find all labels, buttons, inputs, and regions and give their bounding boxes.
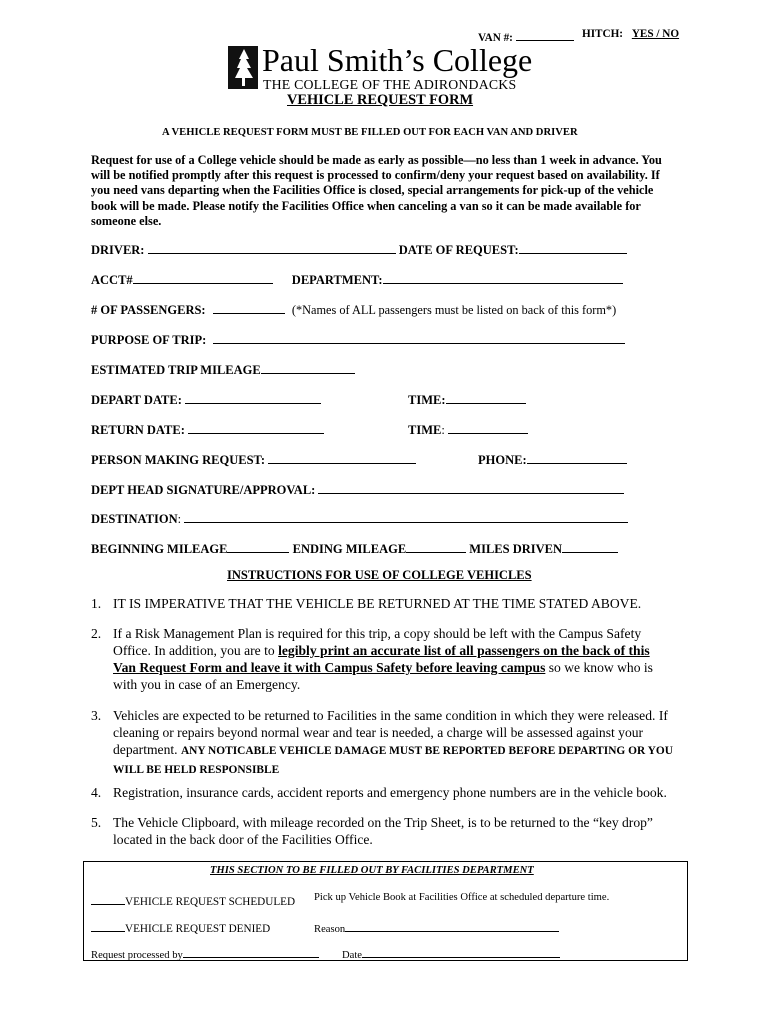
department-input[interactable] [383,271,623,284]
depart-time-label: TIME: [408,393,446,407]
instruction-warning: ANY NOTICABLE VEHICLE DAMAGE MUST BE REPORTED BEFORE DEPARTING OR YOU WILL BE HELD RESPONSIBLE [113,745,673,776]
instruction-1 [91,595,691,612]
return-date-label: RETURN DATE: [91,423,185,437]
person-input[interactable] [268,451,416,464]
passengers-row [91,301,616,318]
mileage-label: ESTIMATED TRIP MILEAGE [91,363,261,377]
passengers-label: # OF PASSENGERS: [91,303,206,317]
acct-input[interactable] [133,271,273,284]
person-row [91,451,416,468]
driver-input[interactable] [148,241,396,254]
denied-label: VEHICLE REQUEST DENIED [125,923,271,935]
van-number-blank[interactable] [516,28,574,41]
ending-mileage-label: ENDING MILEAGE [292,542,407,556]
person-label: PERSON MAKING REQUEST: [91,453,266,467]
driver-label: DRIVER: [91,243,145,257]
instruction-text: The Vehicle Clipboard, with mileage recorded on the Trip Sheet, is to be returned to the “key drop” located in the back door of the Facilities Office. [113,815,653,847]
college-name: Paul Smith’s College [262,42,533,78]
facilities-section-title: THIS SECTION TO BE FILLED OUT BY FACILITIES DEPARTMENT [210,865,534,876]
notice-line: A VEHICLE REQUEST FORM MUST BE FILLED OUT FOR EACH VAN AND DRIVER [162,127,578,138]
processed-by-input[interactable] [183,945,319,958]
dept-head-label: DEPT HEAD SIGNATURE/APPROVAL: [91,483,316,497]
beginning-mileage-label: BEGINNING MILEAGE [91,542,228,556]
depart-date-label: DEPART DATE: [91,393,182,407]
passengers-input[interactable] [213,301,285,314]
phone-label: PHONE: [478,453,527,467]
return-time-input[interactable] [448,421,528,434]
processed-by-label: Request processed by [91,950,183,961]
denied-row [91,919,270,935]
phone-field [478,451,627,468]
instruction-number: 4. [91,785,102,800]
date-input[interactable] [362,945,560,958]
passengers-note: (*Names of ALL passengers must be listed on back of this form*) [291,303,617,317]
beginning-mileage-input[interactable] [227,540,289,553]
instruction-emphasis: legibly print an accurate list of all passengers on the back of this Van Request Form and leave it with Campus Safety before leaving campus [113,643,650,675]
instruction-4 [91,784,691,801]
purpose-label: PURPOSE OF TRIP: [91,333,207,347]
destination-label: DESTINATION [91,512,178,526]
miles-driven-input[interactable] [562,540,618,553]
depart-time-field [408,391,526,408]
processed-by-field [91,945,319,961]
instruction-number: 2. [91,626,102,641]
reason-input[interactable] [345,919,559,932]
miles-driven-label: MILES DRIVEN [469,542,563,556]
instruction-5 [91,814,671,848]
instruction-text: If a Risk Management Plan is required for this trip, a copy should be left with the Campus Safety Office. In addition, you are to [113,626,642,658]
intro-paragraph: Request for use of a College vehicle should be made as early as possible—no less than 1 week in advance. You will be notified promptly after this request is processed to confirm/deny your request based on availability. If you need vans departing when the Facilities Office is closed, special arrangements for pick-up of the vehicle book will be made. Please notify the Facilities Office when canceling a van so it can be made available for someone else. [91,153,662,228]
mileage-input[interactable] [261,361,355,374]
instruction-number: 3. [91,708,102,723]
depart-time-input[interactable] [446,391,526,404]
scheduled-label: VEHICLE REQUEST SCHEDULED [125,896,296,908]
mileage-summary-row [91,540,618,557]
denied-check-blank[interactable] [91,919,125,932]
ending-mileage-input[interactable] [406,540,466,553]
purpose-row [91,331,625,348]
reason-label: Reason [314,924,346,935]
instruction-2 [91,625,671,693]
phone-input[interactable] [527,451,627,464]
instruction-number: 5. [91,815,102,830]
depart-date-input[interactable] [185,391,321,404]
college-logo-tree-icon [228,46,258,89]
date-label: Date [342,950,362,961]
form-title: VEHICLE REQUEST FORM [287,92,474,108]
hitch-field [582,28,679,40]
date-of-request-input[interactable] [519,241,627,254]
date-of-request-label: DATE OF REQUEST: [398,243,519,257]
destination-input[interactable] [184,510,628,523]
scheduled-row [91,892,295,908]
destination-row: DESTINATION: [91,510,628,527]
instruction-number: 1. [91,596,102,611]
depart-date-row [91,391,321,408]
college-subtitle: THE COLLEGE OF THE ADIRONDACKS [263,77,517,92]
instruction-text: Registration, insurance cards, accident reports and emergency phone numbers are in the vehicle book. [113,785,667,800]
van-label: VAN #: [478,32,513,44]
department-label: DEPARTMENT: [291,273,383,287]
instructions-title: INSTRUCTIONS FOR USE OF COLLEGE VEHICLES [227,568,532,582]
return-time-label: TIME [408,423,442,437]
hitch-options[interactable]: YES / NO [631,28,680,40]
instruction-text: IT IS IMPERATIVE THAT THE VEHICLE BE RETURNED AT THE TIME STATED ABOVE. [113,596,642,611]
instruction-3 [91,707,681,779]
acct-row [91,271,623,288]
reason-field [314,919,559,935]
instruction-text: Vehicles are expected to be returned to Facilities in the same condition in which they were released. If cleaning or repairs beyond normal wear and tear is needed, a charge will be assessed against your department. [113,708,668,757]
hitch-label: HITCH: [582,28,624,40]
scheduled-check-blank[interactable] [91,892,125,905]
date-field [342,945,560,961]
pickup-note: Pick up Vehicle Book at Facilities Office at scheduled departure time. [314,892,610,903]
mileage-row [91,361,355,378]
dept-head-input[interactable] [318,481,624,494]
dept-head-row [91,481,624,498]
return-date-input[interactable] [188,421,324,434]
facilities-section-box [83,861,688,961]
instruction-text: so we know who is with you in case of an Emergency. [113,660,653,692]
acct-label: ACCT# [91,273,133,287]
return-date-row [91,421,324,438]
return-time-field: TIME: [408,421,528,438]
driver-row [91,241,627,258]
purpose-input[interactable] [213,331,625,344]
